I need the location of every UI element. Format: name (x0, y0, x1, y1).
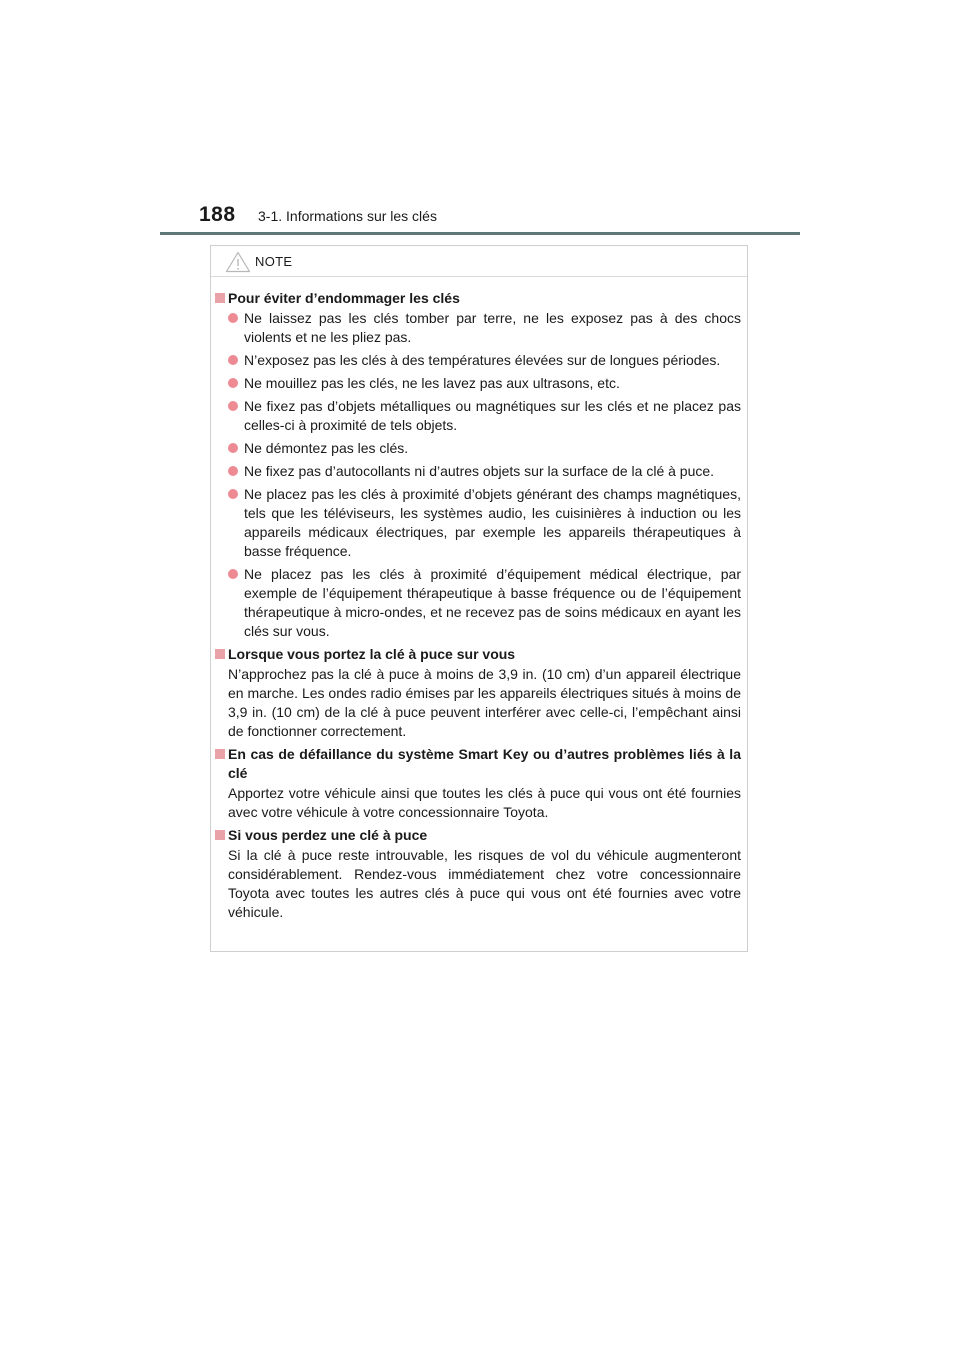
list-item: N’exposez pas les clés à des températures élevées sur de longues périodes. (215, 351, 741, 370)
square-bullet-icon (215, 749, 225, 759)
round-bullet-icon (228, 378, 238, 388)
section-heading: Lorsque vous portez la clé à puce sur vous (215, 645, 741, 664)
section-heading: En cas de défaillance du système Smart Key ou d’autres problèmes liés à la clé (215, 745, 741, 783)
round-bullet-icon (228, 443, 238, 453)
section-heading: Si vous perdez une clé à puce (215, 826, 741, 845)
square-bullet-icon (215, 830, 225, 840)
section-text: Si la clé à puce reste introuvable, les risques de vol du véhicule augmenteront considérablement. Rendez-vous immédiatement chez votre concessionnaire Toyota avec toutes les autres clés à puce qui vous ont été fournies avec votre véhicule. (228, 847, 741, 920)
section-text: N’approchez pas la clé à puce à moins de 3,9 in. (10 cm) d’un appareil électrique en marche. Les ondes radio émises par les appareils électriques situés à moins de 3,9 in. (10 cm) de la clé à puce peuvent interférer avec celle-ci, l’empêchant ainsi de fonctionner correctement. (228, 666, 741, 739)
round-bullet-icon (228, 355, 238, 365)
square-bullet-icon (215, 293, 225, 303)
round-bullet-icon (228, 313, 238, 323)
section-text: Apportez votre véhicule ainsi que toutes les clés à puce qui vous ont été fournies avec votre véhicule à votre concessionnaire Toyota. (228, 785, 741, 820)
round-bullet-icon (228, 569, 238, 579)
section-heading: Pour éviter d’endommager les clés (215, 289, 741, 308)
page-number: 188 (199, 203, 236, 226)
round-bullet-icon (228, 401, 238, 411)
list-item: Ne fixez pas d’autocollants ni d’autres objets sur la surface de la clé à puce. (215, 462, 741, 481)
note-header (211, 246, 747, 277)
list-item: Ne fixez pas d’objets métalliques ou magnétiques sur les clés et ne placez pas celles-ci à proximité de tels objets. (215, 397, 741, 435)
warning-triangle-icon (225, 251, 251, 273)
round-bullet-icon (228, 466, 238, 476)
list-item: Ne mouillez pas les clés, ne les lavez pas aux ultrasons, etc. (215, 374, 741, 393)
header-rule (160, 232, 800, 235)
square-bullet-icon (215, 649, 225, 659)
list-item: Ne démontez pas les clés. (215, 439, 741, 458)
section-smart-key-failure (215, 745, 741, 822)
round-bullet-icon (228, 489, 238, 499)
section-key-damage (215, 289, 741, 641)
list-item: Ne placez pas les clés à proximité d’équipement médical électrique, par exemple de l’équipement thérapeutique à basse fréquence ou de l’équipement thérapeutique à micro-ondes, et ne recevez pas de soins médicaux en ayant les clés sur vous. (215, 565, 741, 641)
list-item: Ne laissez pas les clés tomber par terre, ne les exposez pas à des chocs violents et ne les pliez pas. (215, 309, 741, 347)
section-carrying-key (215, 645, 741, 741)
section-lost-key (215, 826, 741, 922)
note-box (210, 245, 748, 952)
section-title: 3-1. Informations sur les clés (258, 208, 437, 224)
note-body (211, 277, 747, 922)
list-item: Ne placez pas les clés à proximité d’objets générant des champs magnétiques, tels que les téléviseurs, les systèmes audio, les cuisinières à induction ou les appareils médicaux électriques, par exemple les appareils thérapeutiques à basse fréquence. (215, 485, 741, 561)
note-label: NOTE (255, 254, 293, 269)
